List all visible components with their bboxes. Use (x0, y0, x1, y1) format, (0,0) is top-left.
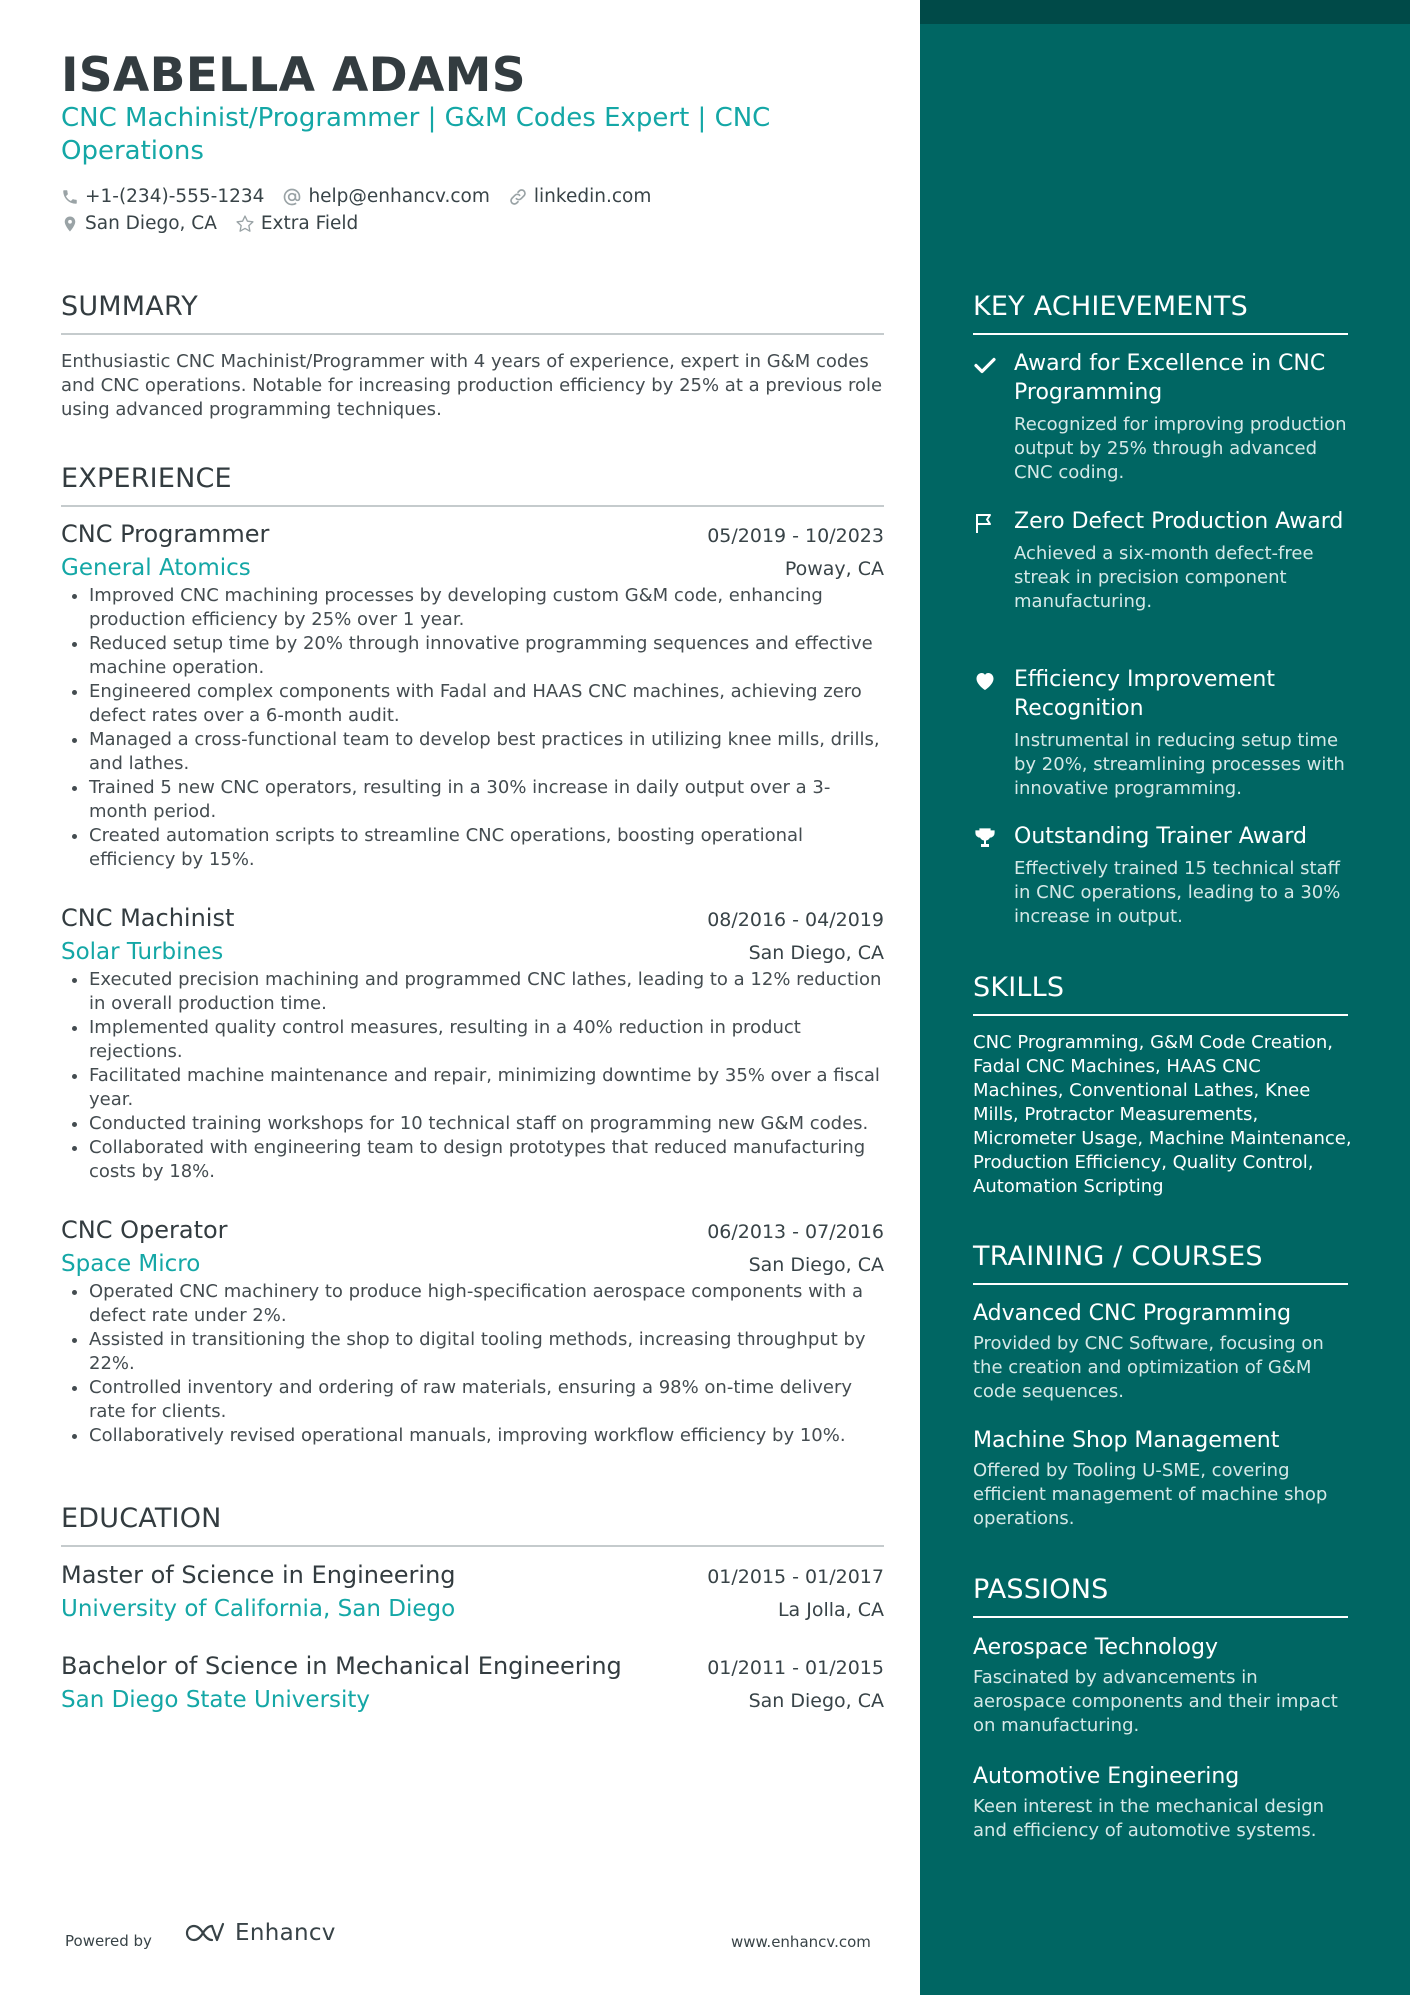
contact-extra (235, 213, 358, 234)
heart-icon (973, 669, 997, 693)
phone-text: +1-(234)-555-1234 (85, 186, 265, 207)
job-role: CNC Programmer (61, 520, 270, 548)
website-link[interactable]: www.enhancv.com (731, 1933, 871, 1951)
powered-by-text: Powered by (65, 1932, 152, 1950)
achievement-item (973, 822, 1348, 929)
passion-desc: Fascinated by advancements in aerospace components and their impact on manufacturing. (973, 1667, 1338, 1736)
experience-heading: EXPERIENCE (61, 463, 884, 507)
job-location: San Diego, CA (748, 942, 884, 964)
education-dates: 01/2015 - 01/2017 (707, 1566, 884, 1588)
candidate-title: CNC Machinist/Programmer | G&M Codes Expert | CNC Operations (61, 103, 771, 166)
job-entry (61, 904, 884, 1184)
achievement-desc: Recognized for improving production output by 25% through advanced CNC coding. (1014, 414, 1347, 483)
contact-email[interactable] (282, 186, 489, 207)
contact-info (61, 183, 669, 237)
training-title: Machine Shop Management (973, 1428, 1280, 1453)
check-icon (973, 353, 997, 377)
passion-item (973, 1762, 1353, 1843)
education-degree: Bachelor of Science in Mechanical Engineering (61, 1652, 622, 1680)
sidebar-top-bar (920, 0, 1410, 24)
achievement-desc: Achieved a six-month defect-free streak in precision component manufacturing. (1014, 543, 1314, 612)
bullet-item: • Assisted in transitioning the shop to digital tooling methods, increasing throughput by 22%. (89, 1328, 884, 1376)
job-location: San Diego, CA (748, 1254, 884, 1276)
job-dates: 06/2013 - 07/2016 (707, 1221, 884, 1243)
passion-item (973, 1633, 1353, 1738)
training-desc: Provided by CNC Software, focusing on the creation and optimization of G&M code sequences. (973, 1333, 1324, 1402)
bullet-item: • Implemented quality control measures, resulting in a 40% reduction in product rejections. (89, 1016, 884, 1064)
education-school: University of California, San Diego (61, 1596, 456, 1622)
bullet-item: • Trained 5 new CNC operators, resulting in a 30% increase in daily output over a 3-month period. (89, 776, 884, 824)
star-icon (235, 214, 255, 234)
achievement-item (973, 665, 1348, 801)
job-role: CNC Operator (61, 1216, 228, 1244)
location-pin-icon (61, 214, 79, 234)
job-role: CNC Machinist (61, 904, 235, 932)
job-bullets (61, 584, 884, 872)
achievement-desc: Effectively trained 15 technical staff in CNC operations, leading to a 30% increase in output. (1014, 858, 1341, 927)
trophy-icon (973, 826, 997, 850)
enhancv-brand: Enhancv (235, 1920, 336, 1946)
training-desc: Offered by Tooling U-SME, covering efficient management of machine shop operations. (973, 1460, 1328, 1529)
job-company: Space Micro (61, 1251, 201, 1277)
education-dates: 01/2011 - 01/2015 (707, 1657, 884, 1679)
skills-heading: SKILLS (973, 972, 1348, 1016)
training-item (973, 1299, 1353, 1404)
achievement-desc: Instrumental in reducing setup time by 20%, streamlining processes with innovative programming. (1014, 730, 1345, 799)
bullet-item: • Improved CNC machining processes by developing custom G&M code, enhancing production efficiency by 25% over 1 year. (89, 584, 884, 632)
achievement-item (973, 507, 1348, 614)
candidate-name: ISABELLA ADAMS (61, 48, 526, 103)
bullet-item: • Collaboratively revised operational manuals, improving workflow efficiency by 10%. (89, 1424, 884, 1448)
contact-location (61, 213, 217, 234)
bullet-item: • Reduced setup time by 20% through innovative programming sequences and effective machine operation. (89, 632, 884, 680)
education-heading: EDUCATION (61, 1503, 884, 1547)
job-location: Poway, CA (784, 558, 884, 580)
training-item (973, 1426, 1353, 1531)
phone-icon (61, 188, 79, 206)
education-location: La Jolla, CA (777, 1599, 884, 1621)
education-entry (61, 1561, 884, 1622)
extra-text: Extra Field (260, 213, 359, 234)
passion-desc: Keen interest in the mechanical design and efficiency of automotive systems. (973, 1796, 1325, 1841)
summary-heading: SUMMARY (61, 291, 884, 335)
job-bullets (61, 1280, 884, 1448)
bullet-item: • Controlled inventory and ordering of raw materials, ensuring a 98% on-time delivery rate for clients. (89, 1376, 884, 1424)
at-icon (282, 187, 302, 207)
bullet-item: • Created automation scripts to streamline CNC operations, boosting operational efficiency by 15%. (89, 824, 884, 872)
achievement-title: Efficiency Improvement Recognition (1014, 667, 1275, 721)
education-entry (61, 1652, 884, 1713)
bullet-item: • Managed a cross-functional team to develop best practices in utilizing knee mills, drills, and lathes. (89, 728, 884, 776)
contact-linkedin[interactable] (508, 186, 651, 207)
location-text: San Diego, CA (85, 213, 217, 234)
flag-icon (973, 511, 997, 535)
education-location: San Diego, CA (748, 1690, 884, 1712)
job-bullets (61, 968, 884, 1184)
achievement-title: Award for Excellence in CNC Programming (1014, 351, 1326, 405)
linkedin-text: linkedin.com (533, 186, 652, 207)
link-icon (508, 187, 528, 207)
bullet-item: • Collaborated with engineering team to design prototypes that reduced manufacturing costs by 18%. (89, 1136, 884, 1184)
passion-title: Automotive Engineering (973, 1764, 1240, 1789)
education-school: San Diego State University (61, 1687, 371, 1713)
achievement-title: Zero Defect Production Award (1014, 509, 1344, 534)
job-company: General Atomics (61, 555, 251, 581)
education-degree: Master of Science in Engineering (61, 1561, 456, 1589)
bullet-item: • Executed precision machining and programmed CNC lathes, leading to a 12% reduction in overall production time. (89, 968, 884, 1016)
skills-list: CNC Programming, G&M Code Creation, Fadal CNC Machines, HAAS CNC Machines, Conventional Lathes, Knee Mills, Protractor Measurements, Micrometer Usage, Machine Maintenance, Production Efficiency, Quality Control, Automation Scripting (973, 1032, 1352, 1197)
summary-text: Enthusiastic CNC Machinist/Programmer with 4 years of experience, expert in G&M codes and CNC operations. Notable for increasing production efficiency by 25% at a previous role using advanced programming techniques. (61, 351, 883, 420)
bullet-item: • Operated CNC machinery to produce high-specification aerospace components with a defect rate under 2%. (89, 1280, 884, 1328)
job-dates: 08/2016 - 04/2019 (707, 909, 884, 931)
achievement-item (973, 349, 1348, 485)
bullet-item: • Facilitated machine maintenance and repair, minimizing downtime by 35% over a fiscal year. (89, 1064, 884, 1112)
passion-title: Aerospace Technology (973, 1635, 1218, 1660)
email-text: help@enhancv.com (308, 186, 490, 207)
contact-phone (61, 186, 264, 207)
training-heading: TRAINING / COURSES (973, 1241, 1348, 1285)
training-title: Advanced CNC Programming (973, 1301, 1292, 1326)
job-dates: 05/2019 - 10/2023 (707, 525, 884, 547)
passions-heading: PASSIONS (973, 1574, 1348, 1618)
bullet-item: • Conducted training workshops for 10 technical staff on programming new G&M codes. (89, 1112, 884, 1136)
achievement-title: Outstanding Trainer Award (1014, 824, 1307, 849)
job-company: Solar Turbines (61, 939, 224, 965)
enhancv-logo[interactable] (183, 1920, 336, 1946)
enhancv-logo-icon (183, 1921, 229, 1945)
job-entry (61, 520, 884, 872)
job-entry (61, 1216, 884, 1448)
bullet-item: • Engineered complex components with Fadal and HAAS CNC machines, achieving zero defect rates over a 6-month audit. (89, 680, 884, 728)
achievements-heading: KEY ACHIEVEMENTS (973, 291, 1348, 335)
